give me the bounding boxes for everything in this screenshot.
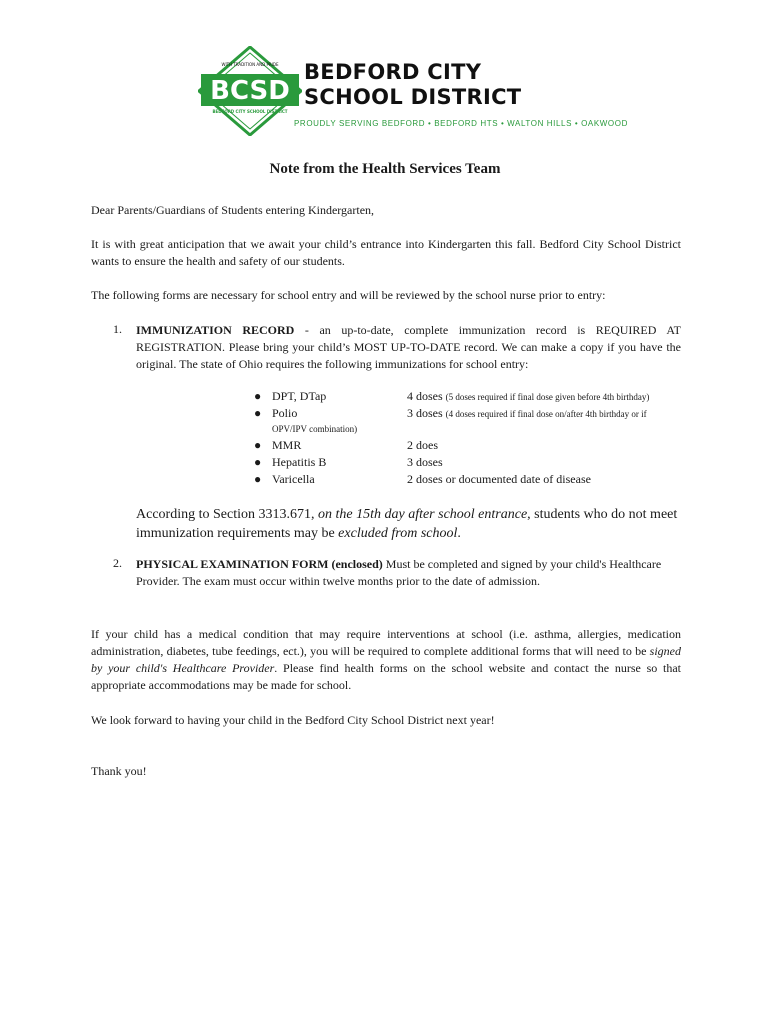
item-2-heading: PHYSICAL EXAMINATION FORM (enclosed) <box>136 557 383 571</box>
immunization-name: Varicella <box>272 472 315 486</box>
immunization-note-continued: OPV/IPV combination) <box>272 424 358 434</box>
item-number-1: 1. <box>113 322 122 336</box>
district-name <box>304 60 521 110</box>
immunization-doses: 3 doses <box>407 455 443 469</box>
district-logo <box>198 46 628 136</box>
immunization-list <box>254 389 684 489</box>
forms-intro: The following forms are necessary for school entry and will be reviewed by the school nurse prior to entry: <box>91 288 606 302</box>
immunization-doses: 3 doses <box>407 406 443 420</box>
immunization-name: DPT, DTap <box>272 389 327 403</box>
item-number-2: 2. <box>113 556 122 570</box>
item-2-text <box>136 556 681 590</box>
logo-top-text: WITH TRADITION AND PRIDE <box>221 62 279 67</box>
closing-line: We look forward to having your child in the Bedford City School District next year! <box>91 713 495 727</box>
item-1-text <box>136 322 681 373</box>
list-item: ● Polio 3 doses (4 doses required if final dose on/after 4th birthday or if <box>254 406 647 420</box>
logo-acronym: BCSD <box>210 76 290 106</box>
immunization-doses: 4 doses <box>407 389 443 403</box>
intro-paragraph: It is with great anticipation that we await your child’s entrance into Kindergarten this fall. Bedford City School District wants to ensure the health and safety of our students. <box>91 237 681 268</box>
section-note: According to Section 3313.671, on the 15th day after school entrance, students who do not meet immunization requirements may be excluded from school. <box>136 507 678 541</box>
immunization-name: Hepatitis B <box>272 455 327 469</box>
logo-bottom-text: BEDFORD CITY SCHOOL DISTRICT <box>212 109 288 114</box>
district-tagline: PROUDLY SERVING BEDFORD • BEDFORD HTS • WALTON HILLS • OAKWOOD <box>294 119 628 128</box>
district-name-line1: BEDFORD CITY <box>304 60 482 84</box>
immunization-doses: 2 does <box>407 438 438 452</box>
immunization-name: Polio <box>272 406 298 420</box>
page-title: Note from the Health Services Team <box>269 161 501 177</box>
item-1-heading: IMMUNIZATION RECORD <box>136 323 295 337</box>
immunization-doses: 2 doses or documented date of disease <box>407 472 591 486</box>
immunization-note: (4 doses required if final dose on/after 4th birthday or if <box>445 409 647 419</box>
sign-off: Thank you! <box>91 764 147 778</box>
immunization-name: MMR <box>272 438 302 452</box>
list-item: ● MMR 2 does <box>254 438 438 452</box>
list-item: ● DPT, DTap 4 doses (5 doses required if final dose given before 4th birthday) <box>254 389 650 403</box>
immunization-note: (5 doses required if final dose given before 4th birthday) <box>445 392 650 402</box>
bcsd-emblem-icon <box>198 46 302 136</box>
list-item: ● Varicella 2 doses or documented date of disease <box>254 472 591 486</box>
district-name-line2: SCHOOL DISTRICT <box>304 85 522 109</box>
item-1-body: - an up-to-date, complete immunization record is REQUIRED AT REGISTRATION. Please bring your child’s MOST UP-TO-DATE record. We can make a copy if you have the original. The state of Ohio requires the following immunizations for school entry: <box>136 323 681 371</box>
salutation: Dear Parents/Guardians of Students entering Kindergarten, <box>91 203 375 217</box>
list-item: ● Hepatitis B 3 doses <box>254 455 443 469</box>
medical-paragraph: If your child has a medical condition that may require interventions at school (i.e. asthma, allergies, medication administration, diabetes, tube feedings, ect.), you will be required to complete additional forms that will need to be signed by your child's Healthcare Provider. Please find health forms on the school website and contact the nurse so that appropriate accommodations may be made for school. <box>91 627 681 692</box>
item-2-body: Must be completed and signed by your child's Healthcare Provider. The exam must occur within twelve months prior to the date of admission. <box>136 557 662 588</box>
